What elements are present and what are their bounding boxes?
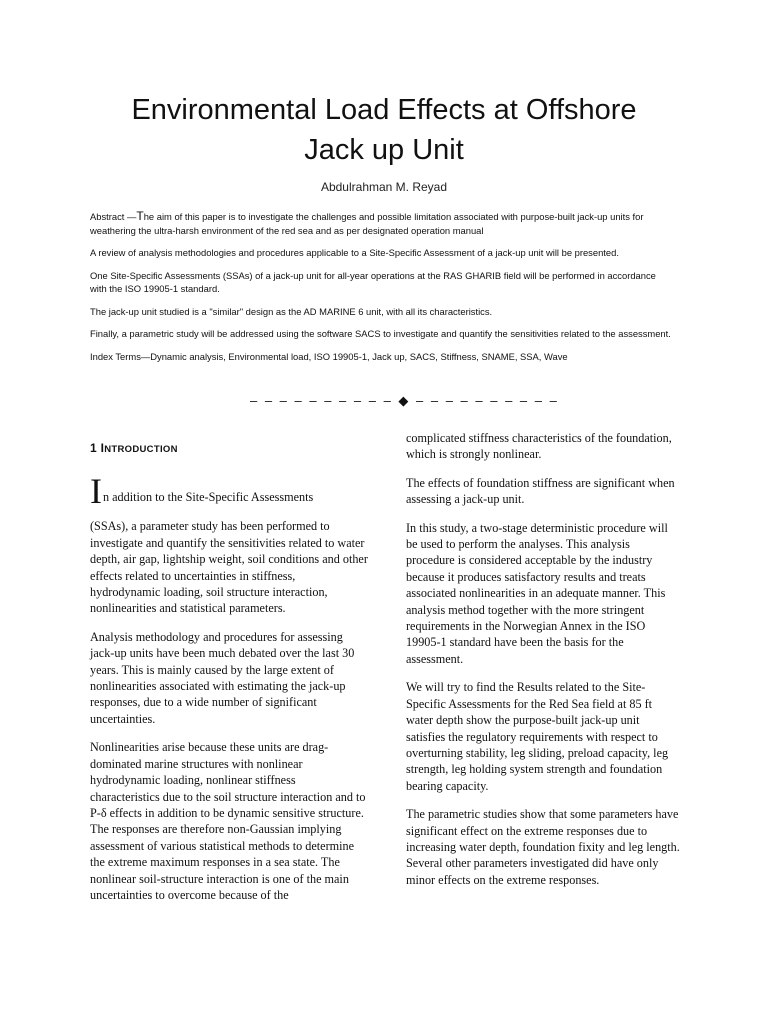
abstract xyxy=(90,210,674,372)
right-paragraph-0: complicated stiffness characteristics of the foundation, which is strongly nonlinear. xyxy=(406,431,672,462)
left-column xyxy=(90,440,368,915)
dropcap-paragraph xyxy=(90,471,368,512)
section-heading xyxy=(90,440,368,458)
abstract-label: Abstract — xyxy=(90,211,137,222)
abstract-first-letter: T xyxy=(136,209,144,223)
right-paragraph-1: The effects of foundation stiffness are significant when assessing a jack-up unit. xyxy=(406,475,675,507)
section-number: 1 xyxy=(90,441,101,455)
abstract-paragraph-2: A review of analysis methodologies and procedures applicable to a Site-Specific Assessment of a jack-up unit will be presented. xyxy=(90,247,619,258)
abstract-p1-text: he aim of this paper is to investigate the challenges and possible limitation associated with purpose-built jack-up units for weathering the ultra-harsh environment of the red sea and as per designated operation manual xyxy=(90,211,644,236)
right-column xyxy=(406,430,680,900)
section-title-cap: I xyxy=(100,441,105,455)
left-paragraph-3: Nonlinearities arise because these units are drag-dominated marine structures with nonlinear hydrodynamic loading, nonlinear stiffness characteristics due to the soil structure interaction and to P-δ effects in addition to be dynamic sensitive structure. The responses are therefore non-Gaussian implying assessment of various statistical methods to determine the extreme maximum responses in a sea state. The nonlinear soil-structure interaction is one of the main uncertainties to overcome because of the xyxy=(90,740,366,902)
title-line-1: Environmental Load Effects at Offshore xyxy=(131,94,637,126)
abstract-paragraph-4: The jack-up unit studied is a "similar" design as the AD MARINE 6 unit, with all its characteristics. xyxy=(90,305,493,317)
index-terms: Index Terms—Dynamic analysis, Environmental load, ISO 19905-1, Jack up, SACS, Stiffness, SNAME, SSA, Wave xyxy=(90,350,568,362)
left-paragraph-2: Analysis methodology and procedures for assessing jack-up units have been much debated over the last 30 years. This is mainly caused by the large extent of nonlinearities associated with estimating the jack-up responses, due to a wide number of significant uncertainties. xyxy=(90,629,355,726)
section-divider: – – – – – – – – – – ◆ – – – – – – – – – – xyxy=(250,393,559,408)
paper-title xyxy=(90,90,678,170)
right-paragraph-2: In this study, a two-stage deterministic procedure will be used to perform the analyses. This analysis procedure is considered acceptable by the industry because it produces satisfactory results and treats associated nonlinearities in an adequate manner. This analysis method together with the more stringent requirements in the Norwegian Annex in the ISO 19905-1 standard have been the basis for the assessment. xyxy=(406,520,668,666)
abstract-paragraph-1 xyxy=(90,210,674,237)
section-title-rest: NTRODUCTION xyxy=(104,444,178,455)
abstract-paragraph-3: One Site-Specific Assessments (SSAs) of a jack-up unit for all-year operations at the RAS GHARIB field will be performed in accordance with the ISO 19905-1 standard. xyxy=(90,269,656,294)
author-name: Abdulrahman M. Reyad xyxy=(320,180,448,194)
left-paragraph-1: (SSAs), a parameter study has been performed to investigate and quantify the sensitivities related to water depth, air gap, lightship weight, soil conditions and other effects related to uncertainties in stiffness, hydrodynamic loading, soil structure interaction, nonlinearities and statistical parameters. xyxy=(90,519,368,616)
right-paragraph-3: We will try to find the Results related to the Site-Specific Assessments for the Red Sea field at 85 ft water depth show the purpose-built jack-up unit satisfies the regulatory requirements with respect to overturning stability, leg sliding, preload capacity, leg strength, leg holding system strength and foundation bearing capacity. xyxy=(406,680,669,793)
abstract-paragraph-5: Finally, a parametric study will be addressed using the software SACS to investigate and quantify the sensitivities related to the assessment. xyxy=(90,328,671,339)
right-paragraph-4: The parametric studies show that some parameters have significant effect on the extreme responses due to increasing water depth, foundation fixity and leg length. Several other parameters investigated did have only minor effects on the extreme responses. xyxy=(406,807,680,887)
dropcap-line-text: n addition to the Site-Specific Assessments xyxy=(103,490,314,505)
drop-cap: I xyxy=(90,471,102,512)
title-line-2: Jack up Unit xyxy=(304,134,464,166)
